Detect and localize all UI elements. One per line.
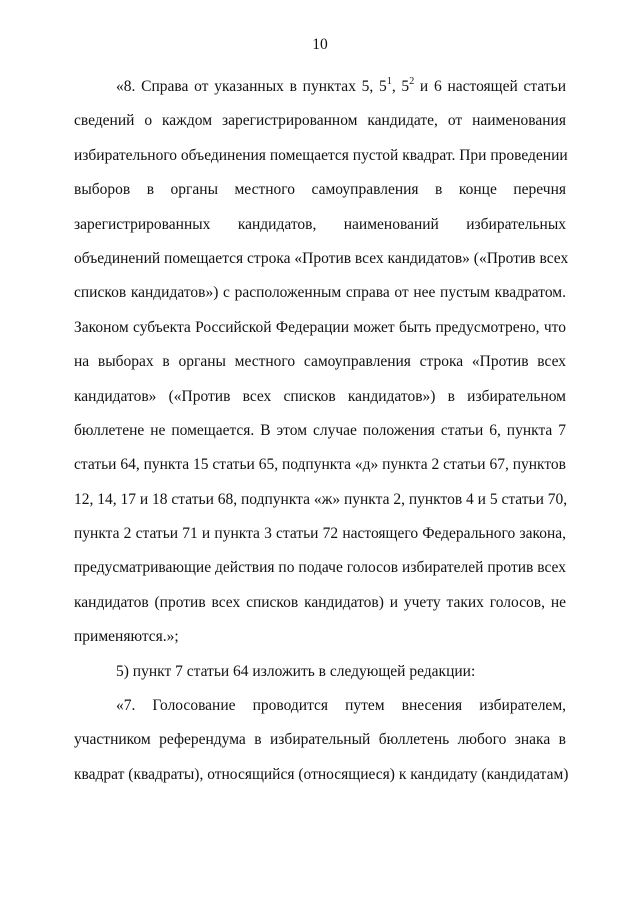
- paragraph-8-line: зарегистрированных кандидатов, наименований избирательных: [74, 215, 566, 233]
- paragraph-8-line: статьи 64, пункта 15 статьи 65, подпункта «д» пункта 2 статьи 67, пунктов: [74, 456, 566, 474]
- paragraph-8-line: Законом субъекта Российской Федерации может быть предусмотрено, что: [74, 318, 566, 336]
- paragraph-8-line: бюллетене не помещается. В этом случае положения статьи 6, пункта 7: [74, 421, 566, 439]
- paragraph-8-line: 12, 14, 17 и 18 статьи 68, подпункта «ж» пункта 2, пунктов 4 и 5 статьи 70,: [74, 490, 568, 508]
- paragraph-8-line: сведений о каждом зарегистрированном кандидате, от наименования: [74, 112, 566, 130]
- paragraph-8-line: объединений помещается строка «Против всех кандидатов» («Против всех: [74, 249, 569, 267]
- paragraph-7-line: квадрат (квадраты), относящийся (относящиеся) к кандидату (кандидатам): [74, 765, 569, 783]
- text-fragment: «8. Справа от указанных в пунктах 5, 5: [116, 78, 387, 95]
- text-fragment: , 5: [391, 78, 410, 95]
- page-number: 10: [312, 36, 328, 53]
- paragraph-8-line: предусматривающие действия по подаче голосов избирателей против всех: [74, 559, 566, 577]
- superscript: 1: [386, 76, 392, 87]
- paragraph-8-line: кандидатов» («Против всех списков кандидатов») в избирательном: [74, 387, 566, 405]
- item-5-line: 5) пункт 7 статьи 64 изложить в следующей редакции:: [116, 662, 476, 680]
- paragraph-8-line: на выборах в органы местного самоуправления строка «Против всех: [74, 353, 566, 371]
- paragraph-7-line: «7. Голосование проводится путем внесения избирателем,: [116, 697, 566, 715]
- paragraph-8-line: выборов в органы местного самоуправления в конце перечня: [74, 181, 566, 199]
- paragraph-8-line: списков кандидатов») с расположенным справа от нее пустым квадратом.: [74, 284, 566, 302]
- paragraph-7-line: участником референдума в избирательный бюллетень любого знака в: [74, 731, 566, 749]
- text-fragment: и 6 настоящей статьи: [414, 78, 566, 95]
- paragraph-8-line-1: [74, 70, 566, 104]
- document-body: [74, 70, 569, 792]
- paragraph-8-line: пункта 2 статьи 71 и пункта 3 статьи 72 настоящего Федерального закона,: [74, 525, 566, 543]
- paragraph-8-line: избирательного объединения помещается пустой квадрат. При проведении: [74, 146, 568, 164]
- superscript: 2: [409, 76, 415, 87]
- paragraph-8-line: кандидатов (против всех списков кандидатов) и учету таких голосов, не: [74, 593, 566, 611]
- paragraph-8-last-line: применяются.»;: [74, 628, 179, 646]
